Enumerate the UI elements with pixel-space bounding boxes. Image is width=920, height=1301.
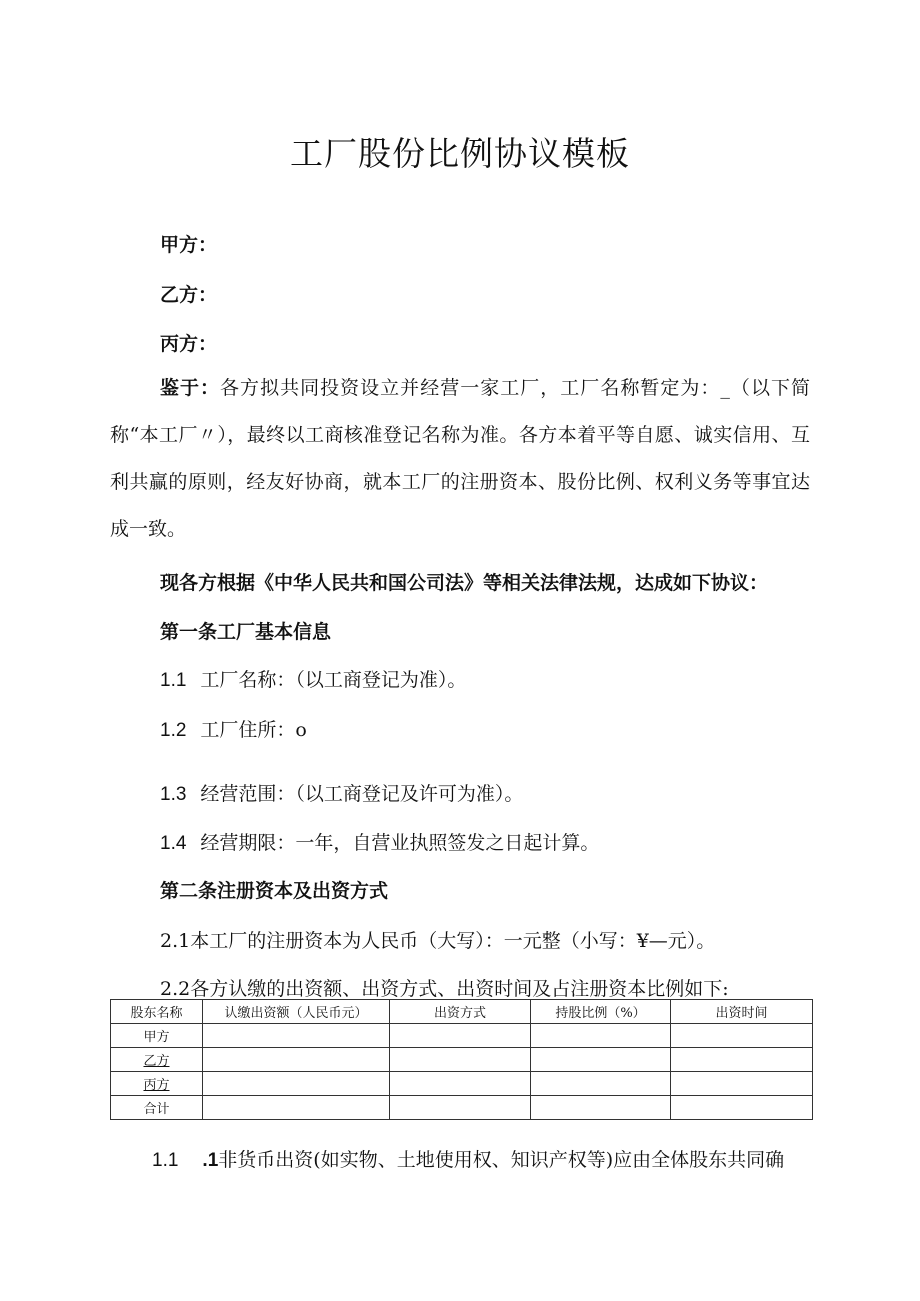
table-cell bbox=[390, 1048, 531, 1072]
table-cell bbox=[671, 1024, 813, 1048]
article1-item-2 bbox=[160, 715, 307, 742]
table-row bbox=[111, 1072, 813, 1096]
table-header-row bbox=[111, 1000, 813, 1024]
table-cell: 合计 bbox=[111, 1096, 203, 1120]
item-number: 1.3 bbox=[160, 784, 187, 805]
table-cell bbox=[203, 1072, 390, 1096]
table-cell bbox=[531, 1048, 671, 1072]
item-text: 工厂名称：（以工商登记为准）。 bbox=[200, 669, 467, 691]
table-cell bbox=[203, 1048, 390, 1072]
item-text: 经营范围：（以工商登记及许可为准）。 bbox=[200, 783, 524, 805]
item-number: 1.2 bbox=[160, 720, 187, 741]
table-row bbox=[111, 1024, 813, 1048]
table-cell bbox=[531, 1024, 671, 1048]
party-b-label: 乙方： bbox=[160, 284, 218, 306]
column-header: 出资时间 bbox=[671, 1000, 813, 1024]
party-a-label: 甲方： bbox=[160, 234, 218, 256]
whereas-label: 鉴于： bbox=[160, 377, 221, 399]
item-number: 1.1 bbox=[160, 670, 187, 691]
article1-heading: 第一条工厂基本信息 bbox=[160, 621, 332, 643]
table-cell bbox=[203, 1096, 390, 1120]
article2-item-2: 2.2各方认缴的出资额、出资方式、出资时间及占注册资本比例如下: bbox=[160, 978, 729, 1000]
item-text: 工厂住所：o bbox=[200, 719, 307, 741]
table-cell bbox=[531, 1096, 671, 1120]
table-cell bbox=[390, 1096, 531, 1120]
page-title: 工厂股份比例协议模板 bbox=[290, 134, 630, 173]
table-cell bbox=[390, 1024, 531, 1048]
table-row bbox=[111, 1048, 813, 1072]
column-header: 认缴出资额（人民币元） bbox=[203, 1000, 390, 1024]
table-cell: 乙方 bbox=[111, 1048, 203, 1072]
column-header: 持股比例（%） bbox=[531, 1000, 671, 1024]
agreement-intro: 现各方根据《中华人民共和国公司法》等相关法律法规，达成如下协议： bbox=[160, 572, 769, 594]
whereas-text: 各方拟共同投资设立并经营一家工厂，工厂名称暂定为：_（以下简称“本工厂〃），最终以工商核准登记名称为准。各方本着平等自愿、诚实信用、互利共赢的原则，经友好协商，就本工厂的注册资本、股份比例、权利义务等事宜达成一致。 bbox=[110, 377, 810, 540]
article1-item-4 bbox=[160, 828, 599, 855]
table-cell: 甲方 bbox=[111, 1024, 203, 1048]
table-cell bbox=[671, 1048, 813, 1072]
item-text: 非货币出资(如实物、土地使用权、知识产权等)应由全体股东共同确 bbox=[218, 1149, 785, 1171]
table-cell bbox=[671, 1096, 813, 1120]
article2-item-1: 2.1本工厂的注册资本为人民币（大写）：一元整（小写：¥—元）。 bbox=[160, 930, 716, 952]
article1-item-3 bbox=[160, 779, 523, 806]
table-cell bbox=[390, 1072, 531, 1096]
item-number: 1.4 bbox=[160, 833, 187, 854]
article2-heading: 第二条注册资本及出资方式 bbox=[160, 880, 389, 902]
footer-item bbox=[152, 1145, 784, 1172]
column-header: 出资方式 bbox=[390, 1000, 531, 1024]
table-cell bbox=[671, 1072, 813, 1096]
table-cell bbox=[531, 1072, 671, 1096]
table-row bbox=[111, 1096, 813, 1120]
whereas-paragraph bbox=[110, 365, 810, 553]
column-header: 股东名称 bbox=[111, 1000, 203, 1024]
article1-item-1 bbox=[160, 665, 466, 692]
table-cell: 丙方 bbox=[111, 1072, 203, 1096]
item-subnumber: .1 bbox=[202, 1150, 219, 1171]
party-c-label: 丙方： bbox=[160, 333, 218, 355]
table-cell bbox=[203, 1024, 390, 1048]
item-text: 经营期限：一年，自营业执照签发之日起计算。 bbox=[200, 832, 600, 854]
shareholder-table bbox=[110, 999, 813, 1120]
item-number: 1.1 bbox=[152, 1150, 179, 1171]
